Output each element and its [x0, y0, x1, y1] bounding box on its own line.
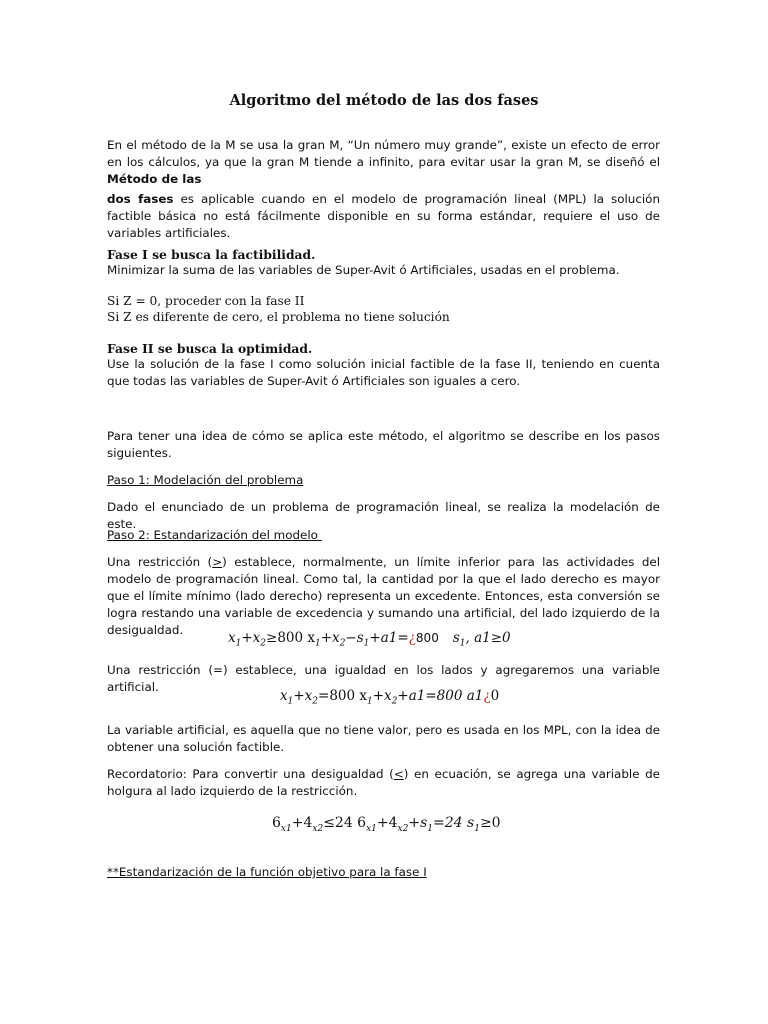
- variable-artificial-text: La variable artificial, es aquella que no tiene valor, pero es usada en los MPL, con la idea de obtener una solución factible.: [107, 723, 660, 754]
- equation-1: $x_1+x_2\ge 800$ $x_1+x_2-s_1+a1=¿800$ $s_1$, a1≥0: [228, 630, 511, 649]
- restriccion-mayor-igual: [107, 554, 660, 639]
- intro-paragraph: [107, 137, 660, 188]
- intro-text-2: es aplicable cuando en el modelo de programación lineal (MPL) la solución factible básica no está fácilmente disponible en su forma estándar, requiere el uso de variables artificiales.: [107, 192, 660, 240]
- equation-3: $6_{x1}+4_{x2}\le 24$ $6_{x1}+4_{x2}+s_1=24$ $s_1\ge 0$: [272, 815, 501, 834]
- intro-text: En el método de la M se usa la gran M, “Un número muy grande”, existe un efecto de error en los cálculos, ya que la gran M tiende a infinito, para evitar usar la gran M, se diseñó el: [107, 138, 660, 169]
- recordatorio-post: ) en ecuación, se agrega una variable de holgura al lado izquierdo de la restricción.: [107, 767, 660, 798]
- pasos-intro: Para tener una idea de cómo se aplica este método, el algoritmo se describe en los pasos siguientes.: [107, 429, 660, 460]
- fase1-text: Minimizar la suma de las variables de Super-Avit ó Artificiales, usadas en el problema.: [107, 263, 620, 277]
- footer-heading: **Estandarización de la función objetivo para la fase I: [107, 865, 427, 879]
- equation-2: $x_1+x_2=800$ $x_1+x_2+a1=800$ a1¿0: [280, 688, 500, 707]
- greater-equal-symbol: >: [212, 555, 223, 569]
- intro-bold-term-2: dos fases: [107, 192, 174, 206]
- less-equal-symbol: <: [393, 767, 404, 781]
- intro-bold-term: Método de las: [107, 171, 202, 186]
- intro-paragraph-continued: [107, 191, 660, 242]
- fase2-heading: Fase II se busca la optimidad.: [107, 341, 313, 356]
- restriccion-igual: Una restricción (=) establece, una igualdad en los lados y agregaremos una variable artificial.: [107, 663, 660, 694]
- restriccion-ge-post: ) establece, normalmente, un límite inferior para las actividades del modelo de programación lineal. Como tal, la cantidad por la que el lado derecho es mayor que el límite mínimo (lado derecho) representa un excedente. Entonces, esta conversión se logra restando una variable de excedencia y sumando una artificial, del lado izquierdo de la desigualdad.: [107, 555, 660, 637]
- fase1-heading: Fase I se busca la factibilidad.: [107, 247, 316, 262]
- paso1-text: Dado el enunciado de un problema de programación lineal, se realiza la modelación de este.: [107, 500, 660, 531]
- inverted-question-mark: ¿: [408, 630, 416, 646]
- document-title: Algoritmo del método de las dos fases: [229, 92, 539, 109]
- restriccion-ge-pre: Una restricción (: [107, 555, 213, 569]
- recordatorio: [107, 766, 660, 800]
- fase1-condition-2: Si Z es diferente de cero, el problema no tiene solución: [107, 310, 450, 324]
- fase1-condition-1: Si Z = 0, proceder con la fase II: [107, 294, 305, 308]
- recordatorio-pre: Recordatorio: Para convertir una desigualdad (: [107, 767, 394, 781]
- paso1-heading: Paso 1: Modelación del problema: [107, 473, 304, 487]
- inverted-question-mark: ¿: [483, 688, 491, 704]
- paso2-heading: Paso 2: Estandarización del modelo: [107, 528, 322, 542]
- fase2-text: Use la solución de la fase I como solución inicial factible de la fase II, teniendo en cuenta que todas las variables de Super-Avit ó Artificiales son iguales a cero.: [107, 357, 660, 388]
